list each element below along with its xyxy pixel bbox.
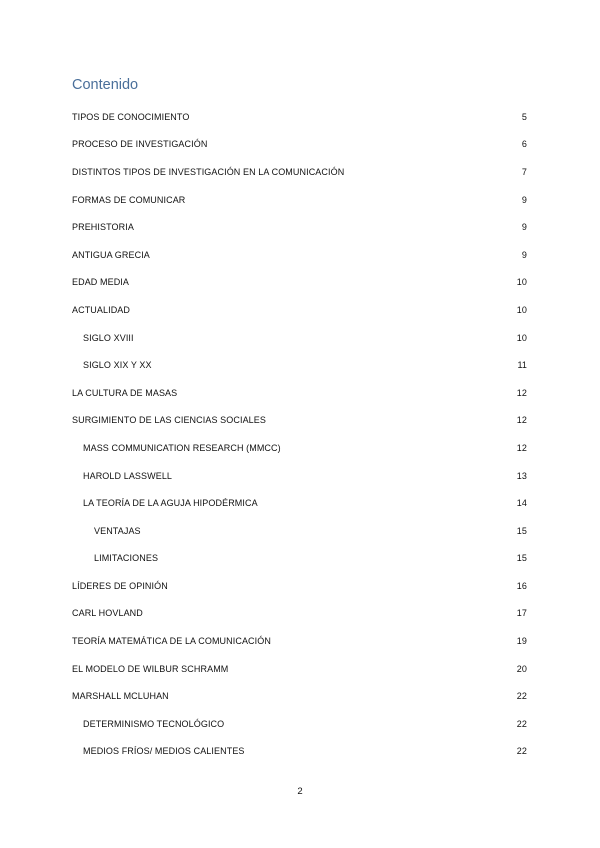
toc-entry-page: 7 (521, 166, 527, 177)
toc-entry[interactable] (0, 434, 600, 462)
toc-entry-label: ACTUALIDAD (72, 304, 131, 315)
toc-entry-page: 12 (516, 387, 527, 398)
toc-entry-page: 10 (516, 304, 527, 315)
toc-entry[interactable] (0, 186, 600, 214)
toc-entry[interactable] (0, 269, 600, 297)
toc-entry-page: 10 (516, 277, 527, 288)
toc-entry[interactable] (0, 517, 600, 545)
toc-entry-label: CARL HOVLAND (72, 608, 143, 619)
toc-entry-page: 15 (516, 553, 527, 564)
toc-entry-label: LÍDERES DE OPINIÓN (72, 580, 168, 591)
toc-entry-page: 5 (521, 111, 527, 122)
toc-entry-label: TIPOS DE CONOCIMIENTO (72, 111, 190, 122)
toc-entry-page: 9 (521, 222, 527, 233)
toc-entry[interactable] (0, 545, 600, 573)
toc-entry[interactable] (0, 351, 600, 379)
toc-entry[interactable] (0, 710, 600, 738)
toc-entry-page: 11 (517, 360, 527, 371)
toc-entry-label: LA TEORÍA DE LA AGUJA HIPODÉRMICA (83, 498, 258, 509)
toc-entry-label: SIGLO XIX Y XX (83, 360, 152, 371)
toc-entry-label: SIGLO XVIII (83, 332, 134, 343)
toc-entry-page: 19 (516, 636, 527, 647)
toc-entry-label: DETERMINISMO TECNOLÓGICO (83, 718, 225, 729)
toc-entry-label: TEORÍA MATEMÁTICA DE LA COMUNICACIÓN (72, 636, 271, 647)
toc-entry-page: 6 (521, 139, 527, 150)
toc-entry[interactable] (0, 600, 600, 628)
toc-entry-label: DISTINTOS TIPOS DE INVESTIGACIÓN EN LA COMUNICACIÓN (72, 166, 345, 177)
toc-entry[interactable] (0, 407, 600, 435)
toc-entry[interactable] (0, 324, 600, 352)
toc-entry[interactable] (0, 296, 600, 324)
toc-entry[interactable] (0, 655, 600, 683)
toc-entry-page: 12 (516, 415, 527, 426)
toc-entry-label: EL MODELO DE WILBUR SCHRAMM (72, 663, 229, 674)
toc-entry-label: MASS COMMUNICATION RESEARCH (MMCC) (83, 442, 281, 453)
toc-entry[interactable] (0, 241, 600, 269)
toc-entry[interactable] (0, 738, 600, 766)
toc-entry[interactable] (0, 682, 600, 710)
toc-entry-label: ANTIGUA GRECIA (72, 249, 150, 260)
page-number: 2 (297, 786, 303, 797)
toc-entry-label: VENTAJAS (94, 525, 141, 536)
toc-entry-page: 16 (516, 580, 527, 591)
toc-entry[interactable] (0, 131, 600, 159)
toc-entry-label: LA CULTURA DE MASAS (72, 387, 178, 398)
toc-entry-label: SURGIMIENTO DE LAS CIENCIAS SOCIALES (72, 415, 266, 426)
toc-entry-page: 15 (516, 525, 527, 536)
toc-entry-label: FORMAS DE COMUNICAR (72, 194, 186, 205)
toc-entry[interactable] (0, 627, 600, 655)
toc-entry-label: LIMITACIONES (94, 553, 159, 564)
toc-entry[interactable] (0, 572, 600, 600)
toc-entry[interactable] (0, 462, 600, 490)
toc-entry[interactable] (0, 489, 600, 517)
table-of-contents (0, 103, 600, 765)
toc-entry-page: 9 (521, 249, 527, 260)
toc-entry[interactable] (0, 213, 600, 241)
toc-entry-page: 10 (516, 332, 527, 343)
toc-entry-label: PREHISTORIA (72, 222, 134, 233)
toc-entry-page: 22 (516, 691, 527, 702)
toc-entry-page: 17 (516, 608, 527, 619)
toc-entry-label: MARSHALL MCLUHAN (72, 691, 169, 702)
toc-entry-page: 14 (516, 498, 527, 509)
toc-entry-label: MEDIOS FRÍOS/ MEDIOS CALIENTES (83, 746, 245, 757)
toc-entry-page: 22 (516, 718, 527, 729)
toc-entry-label: HAROLD LASSWELL (83, 470, 173, 481)
toc-entry-page: 22 (516, 746, 527, 757)
toc-entry-label: EDAD MEDIA (72, 277, 130, 288)
toc-entry-page: 12 (516, 442, 527, 453)
toc-entry[interactable] (0, 379, 600, 407)
toc-entry[interactable] (0, 158, 600, 186)
toc-entry[interactable] (0, 103, 600, 131)
toc-entry-page: 13 (516, 470, 527, 481)
page-title: Contenido (72, 77, 139, 93)
toc-entry-page: 9 (521, 194, 527, 205)
toc-entry-page: 20 (516, 663, 527, 674)
toc-entry-label: PROCESO DE INVESTIGACIÓN (72, 139, 208, 150)
